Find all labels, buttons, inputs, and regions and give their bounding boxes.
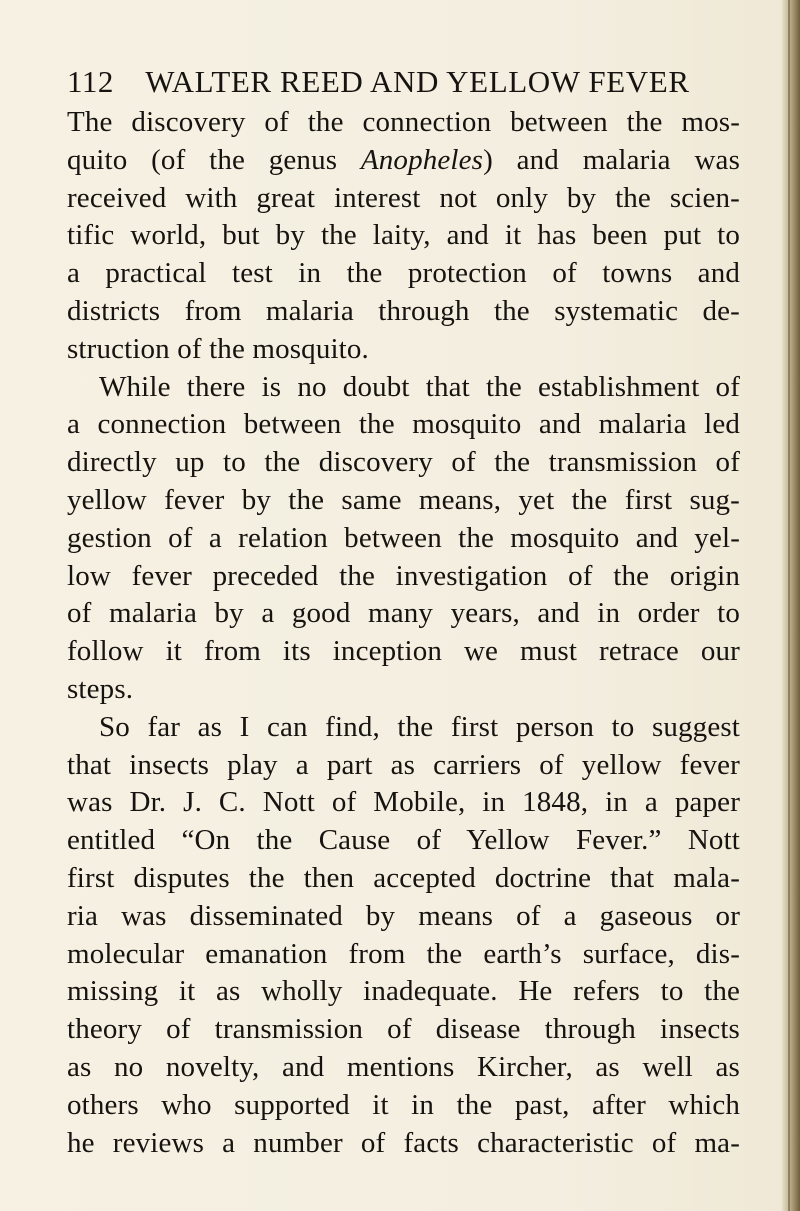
text-line: received with great interest not only by the scien- <box>67 181 740 214</box>
binding-edge-line <box>788 0 790 1211</box>
page-number: 112 <box>67 64 114 99</box>
text-line: missing it as wholly inadequate. He refers to the <box>67 975 740 1008</box>
text-line: The discovery of the connection between the mos- <box>67 106 740 138</box>
text-line: was Dr. J. C. Nott of Mobile, in 1848, in a paper <box>67 786 740 819</box>
text-line: others who supported it in the past, after which <box>67 1088 740 1121</box>
running-header <box>67 62 737 102</box>
text-line: a connection between the mosquito and malaria led <box>67 408 740 441</box>
text-line: gestion of a relation between the mosquito and yel- <box>67 521 740 554</box>
text-line-part: ) and malaria was <box>483 143 740 176</box>
text-line: ria was disseminated by means of a gaseous or <box>67 899 740 932</box>
text-line: entitled “On the Cause of Yellow Fever.” Nott <box>67 824 740 857</box>
text-line: directly up to the discovery of the transmission of <box>67 446 740 479</box>
text-line <box>67 142 740 180</box>
text-line: that insects play a part as carriers of yellow fever <box>67 748 740 781</box>
text-line: follow it from its inception we must retrace our <box>67 635 740 668</box>
genus-name-italic: Anopheles <box>360 143 484 176</box>
text-line: tific world, but by the laity, and it has been put to <box>67 219 740 252</box>
text-line: districts from malaria through the systematic de- <box>67 294 740 327</box>
text-line: steps. <box>67 672 134 705</box>
text-line: of malaria by a good many years, and in order to <box>67 597 740 630</box>
text-line: struction of the mosquito. <box>67 332 369 365</box>
text-line: yellow fever by the same means, yet the first sug- <box>67 483 740 516</box>
text-line-part: quito (of the genus <box>67 143 361 176</box>
paragraph-first-line: While there is no doubt that the establishment of <box>99 370 740 403</box>
text-line: theory of transmission of disease through insects <box>67 1013 740 1046</box>
text-line: he reviews a number of facts characteristic of ma- <box>67 1126 740 1159</box>
running-title: WALTER REED AND YELLOW FEVER <box>145 64 690 99</box>
paragraph-first-line: So far as I can find, the first person to suggest <box>99 710 740 743</box>
text-line: first disputes the then accepted doctrine that mala- <box>67 861 740 894</box>
text-line: molecular emanation from the earth’s surface, dis- <box>67 937 740 970</box>
text-line: a practical test in the protection of towns and <box>67 257 740 290</box>
body-text <box>67 104 740 1162</box>
page-edge-shadow <box>782 0 800 1211</box>
text-line: as no novelty, and mentions Kircher, as well as <box>67 1050 740 1083</box>
text-line: low fever preceded the investigation of the origin <box>67 559 740 592</box>
